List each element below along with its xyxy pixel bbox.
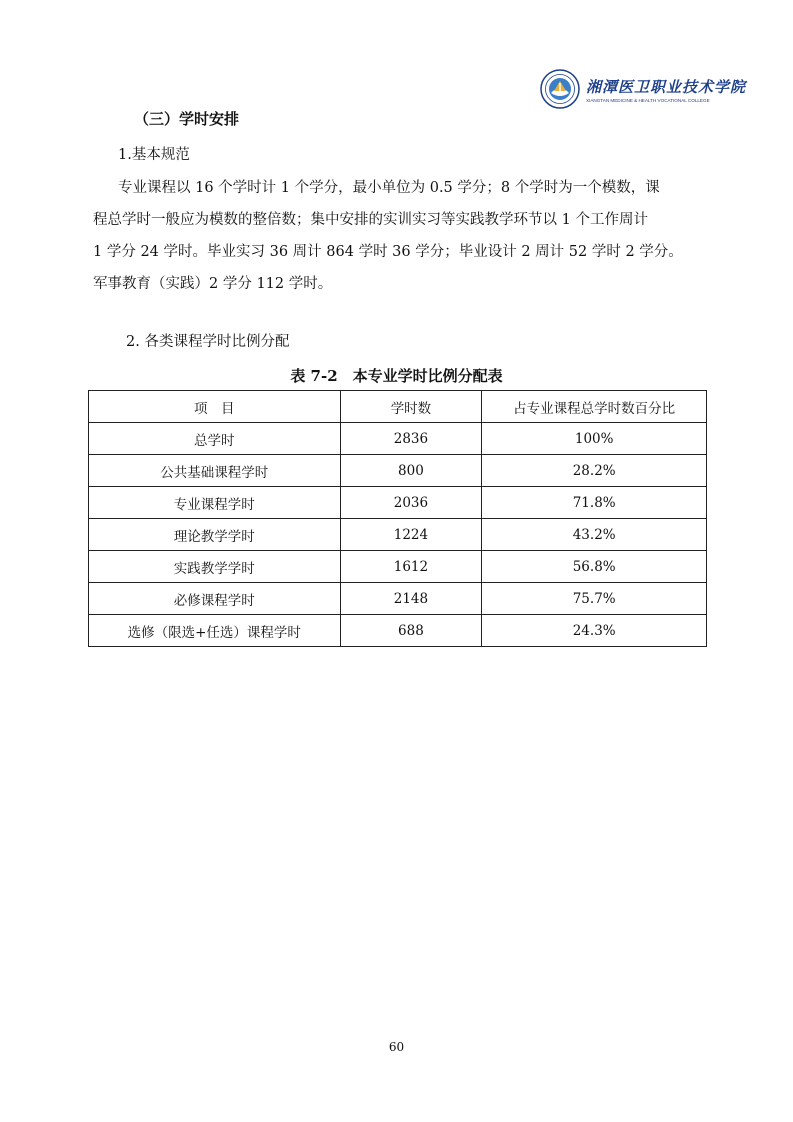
table-row	[89, 423, 707, 455]
row-hours: 1224	[340, 519, 482, 551]
hours-ratio-table	[88, 390, 707, 647]
logo-english-name: XIANGTAN MEDICINE & HEALTH VOCATIONAL COLLEGE	[586, 97, 710, 103]
row-hours: 2836	[340, 423, 482, 455]
college-logo	[540, 66, 747, 112]
paragraph-line: 程总学时一般应为模数的整倍数；集中安排的实训实习等实践教学环节以 1 个工作周计	[93, 212, 648, 228]
page-number: 60	[388, 1040, 405, 1054]
table-caption: 表 7-2 本专业学时比例分配表	[290, 367, 503, 385]
subsection-basic-norms: 1.基本规范	[118, 147, 190, 163]
row-item: 选修（限选+任选）课程学时	[89, 615, 341, 647]
paragraph-line: 专业课程以 16 个学时计 1 个学分，最小单位为 0.5 学分；8 个学时为一个模数，课	[118, 180, 660, 196]
table-row	[89, 583, 707, 615]
table-row	[89, 615, 707, 647]
table-row	[89, 487, 707, 519]
table-row	[89, 551, 707, 583]
row-percentage: 100%	[482, 423, 707, 455]
row-item: 公共基础课程学时	[89, 455, 341, 487]
section-title: （三）学时安排	[134, 110, 240, 128]
row-hours: 688	[340, 615, 482, 647]
paragraph-line: 军事教育（实践）2 学分 112 学时。	[93, 276, 333, 292]
header-hours: 学时数	[340, 391, 482, 423]
row-percentage: 71.8%	[482, 487, 707, 519]
header-percentage: 占专业课程总学时数百分比	[482, 391, 707, 423]
logo-chinese-name: 湘潭医卫职业技术学院	[586, 77, 747, 96]
row-hours: 1612	[340, 551, 482, 583]
row-item: 必修课程学时	[89, 583, 341, 615]
row-hours: 2148	[340, 583, 482, 615]
row-percentage: 28.2%	[482, 455, 707, 487]
table-header-row	[89, 391, 707, 423]
row-percentage: 24.3%	[482, 615, 707, 647]
row-item: 总学时	[89, 423, 341, 455]
row-percentage: 56.8%	[482, 551, 707, 583]
row-item: 专业课程学时	[89, 487, 341, 519]
header-item: 项 目	[89, 391, 341, 423]
row-item: 理论教学学时	[89, 519, 341, 551]
row-percentage: 75.7%	[482, 583, 707, 615]
norms-paragraph	[93, 172, 705, 300]
table-row	[89, 519, 707, 551]
row-hours: 800	[340, 455, 482, 487]
table-row	[89, 455, 707, 487]
row-hours: 2036	[340, 487, 482, 519]
paragraph-line: 1 学分 24 学时。毕业实习 36 周计 864 学时 36 学分；毕业设计 2 周计 52 学时 2 学分。	[93, 244, 683, 260]
row-percentage: 43.2%	[482, 519, 707, 551]
row-item: 实践教学学时	[89, 551, 341, 583]
subsection-hour-ratio: 2. 各类课程学时比例分配	[126, 334, 290, 350]
college-seal-icon	[540, 69, 580, 109]
